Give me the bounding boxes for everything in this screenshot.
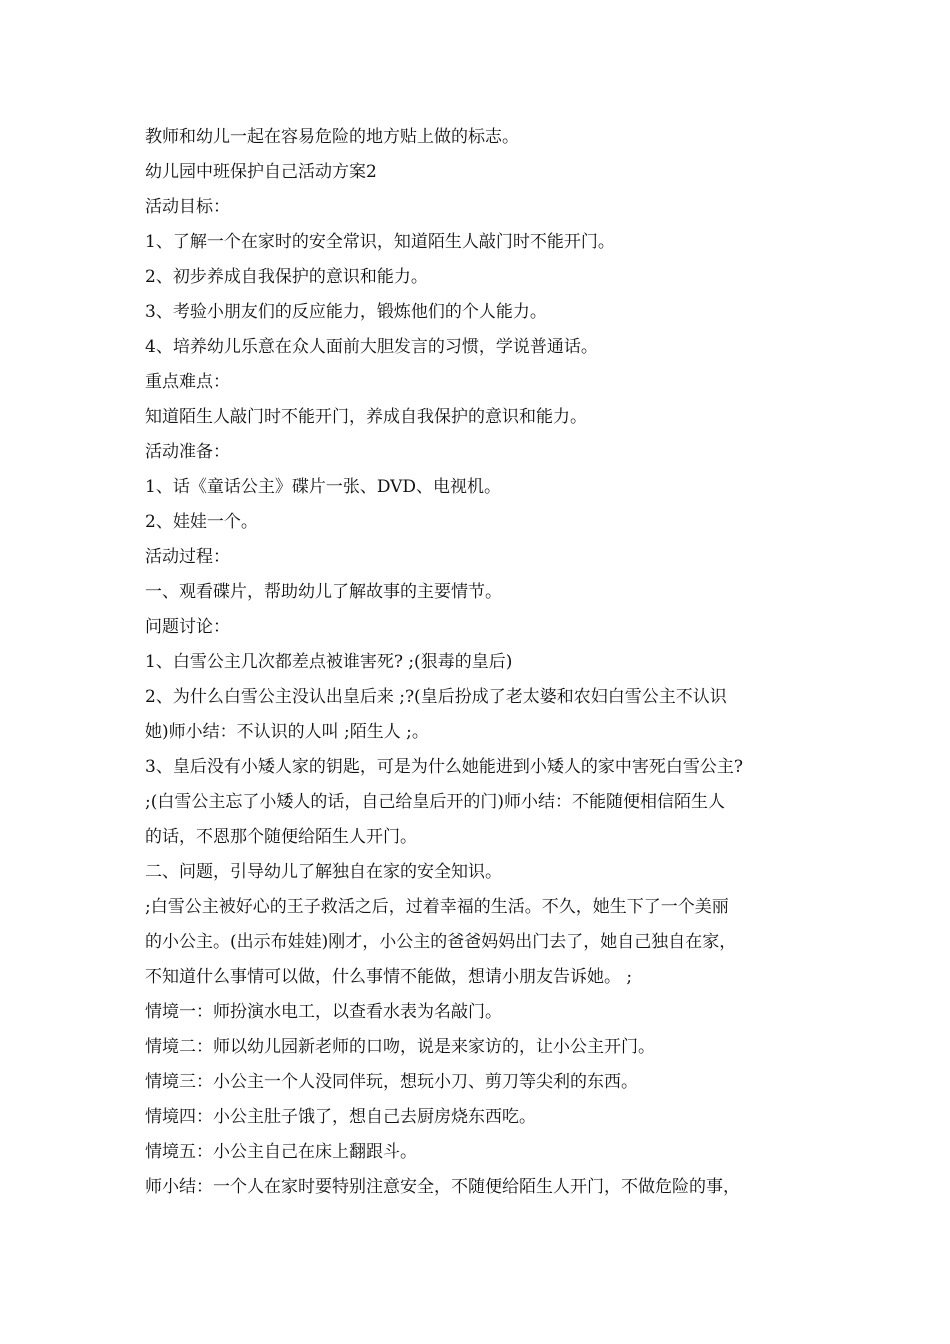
text-line: 情境五：小公主自己在床上翻跟斗。 <box>145 1142 417 1162</box>
text-line: 1、白雪公主几次都差点被谁害死? ;(狠毒的皇后) <box>145 652 513 672</box>
text-line: 知道陌生人敲门时不能开门，养成自我保护的意识和能力。 <box>145 407 587 427</box>
document-body <box>145 120 825 1205</box>
text-line: 情境三：小公主一个人没同伴玩，想玩小刀、剪刀等尖利的东西。 <box>145 1072 638 1092</box>
text-line: 3、考验小朋友们的反应能力，锻炼他们的个人能力。 <box>145 302 547 322</box>
text-line: 她)师小结：不认识的人叫 ;陌生人 ;。 <box>145 722 429 742</box>
text-line: 情境二：师以幼儿园新老师的口吻，说是来家访的，让小公主开门。 <box>145 1037 655 1057</box>
text-line: ;(白雪公主忘了小矮人的话，自己给皇后开的门)师小结：不能随便相信陌生人 <box>145 792 725 812</box>
text-line: 情境四：小公主肚子饿了，想自己去厨房烧东西吃。 <box>145 1107 536 1127</box>
text-line: 4、培养幼儿乐意在众人面前大胆发言的习惯，学说普通话。 <box>145 337 598 357</box>
text-line: 师小结：一个人在家时要特别注意安全，不随便给陌生人开门，不做危险的事， <box>145 1177 740 1197</box>
text-line: 3、皇后没有小矮人家的钥匙，可是为什么她能进到小矮人的家中害死白雪公主? <box>145 757 743 777</box>
text-line: 教师和幼儿一起在容易危险的地方贴上做的标志。 <box>145 127 519 147</box>
text-line: 活动准备： <box>145 442 230 462</box>
text-line: 2、初步养成自我保护的意识和能力。 <box>145 267 428 287</box>
text-line: ;白雪公主被好心的王子救活之后，过着幸福的生活。不久，她生下了一个美丽 <box>145 897 729 917</box>
text-line: 重点难点： <box>145 372 230 392</box>
text-line: 不知道什么事情可以做，什么事情不能做，想请小朋友告诉她。 ; <box>145 967 633 987</box>
text-line: 1、了解一个在家时的安全常识，知道陌生人敲门时不能开门。 <box>145 232 615 252</box>
text-line: 的小公主。(出示布娃娃)刚才，小公主的爸爸妈妈出门去了，她自己独自在家， <box>145 932 737 952</box>
text-line: 1、话《童话公主》碟片一张、DVD、电视机。 <box>145 477 502 497</box>
text-line: 2、为什么白雪公主没认出皇后来 ;?(皇后扮成了老太婆和农妇白雪公主不认识 <box>145 687 727 707</box>
text-line: 情境一：师扮演水电工，以查看水表为名敲门。 <box>145 1002 502 1022</box>
text-line: 2、娃娃一个。 <box>145 512 258 532</box>
text-line: 活动目标： <box>145 197 230 217</box>
text-line: 活动过程： <box>145 547 230 567</box>
text-line: 的话，不恩那个随便给陌生人开门。 <box>145 827 417 847</box>
section-heading: 幼儿园中班保护自己活动方案2 <box>145 162 377 182</box>
text-line: 一、观看碟片，帮助幼儿了解故事的主要情节。 <box>145 582 502 602</box>
text-line: 二、问题，引导幼儿了解独自在家的安全知识。 <box>145 862 502 882</box>
text-line: 问题讨论： <box>145 617 230 637</box>
